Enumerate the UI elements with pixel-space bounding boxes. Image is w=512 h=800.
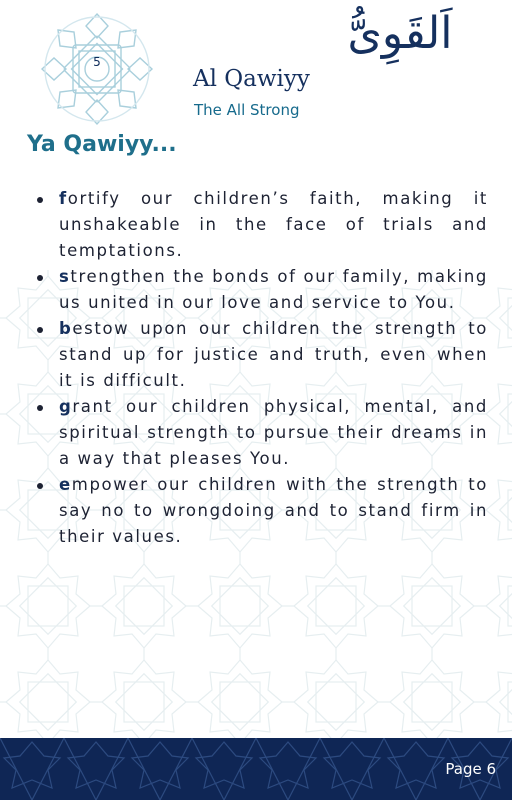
prayer-text: estow upon our children the strength to stand up for justice and truth, even when it is difficult. — [59, 319, 488, 390]
prayer-item — [33, 472, 488, 550]
name-title: Al Qawiyy — [193, 66, 310, 92]
footer-band — [0, 738, 512, 800]
prayer-item — [33, 186, 488, 264]
arabic-name: اَلقَوِىُّ — [347, 8, 453, 59]
bullet-icon — [37, 197, 43, 203]
prayer-item — [33, 264, 488, 316]
geometric-medallion-icon — [38, 10, 156, 128]
prayer-text: rant our children physical, mental, and spiritual strength to pursue their dreams in a way that pleases You. — [59, 397, 488, 468]
prayer-initial: s — [59, 267, 71, 286]
prayer-text: trengthen the bonds of our family, making us united in our love and service to You. — [59, 267, 488, 312]
prayer-initial: f — [59, 189, 68, 208]
prayer-item — [33, 316, 488, 394]
prayer-initial: e — [59, 475, 72, 494]
prayer-list — [33, 186, 488, 550]
prayer-text: mpower our children with the strength to say no to wrongdoing and to stand firm in their values. — [59, 475, 488, 546]
prayer-initial: b — [59, 319, 73, 338]
bullet-icon — [37, 327, 43, 333]
bullet-icon — [37, 405, 43, 411]
prayer-item — [33, 394, 488, 472]
bullet-icon — [37, 275, 43, 281]
prayer-text: ortify our children’s faith, making it unshakeable in the face of trials and temptations. — [59, 189, 488, 260]
name-number: 5 — [93, 55, 101, 69]
invocation-heading: Ya Qawiyy... — [27, 132, 177, 157]
name-meaning: The All Strong — [194, 101, 300, 119]
bullet-icon — [37, 483, 43, 489]
footer-pattern — [0, 738, 512, 800]
page-number: Page 6 — [445, 760, 496, 778]
prayer-initial: g — [59, 397, 73, 416]
